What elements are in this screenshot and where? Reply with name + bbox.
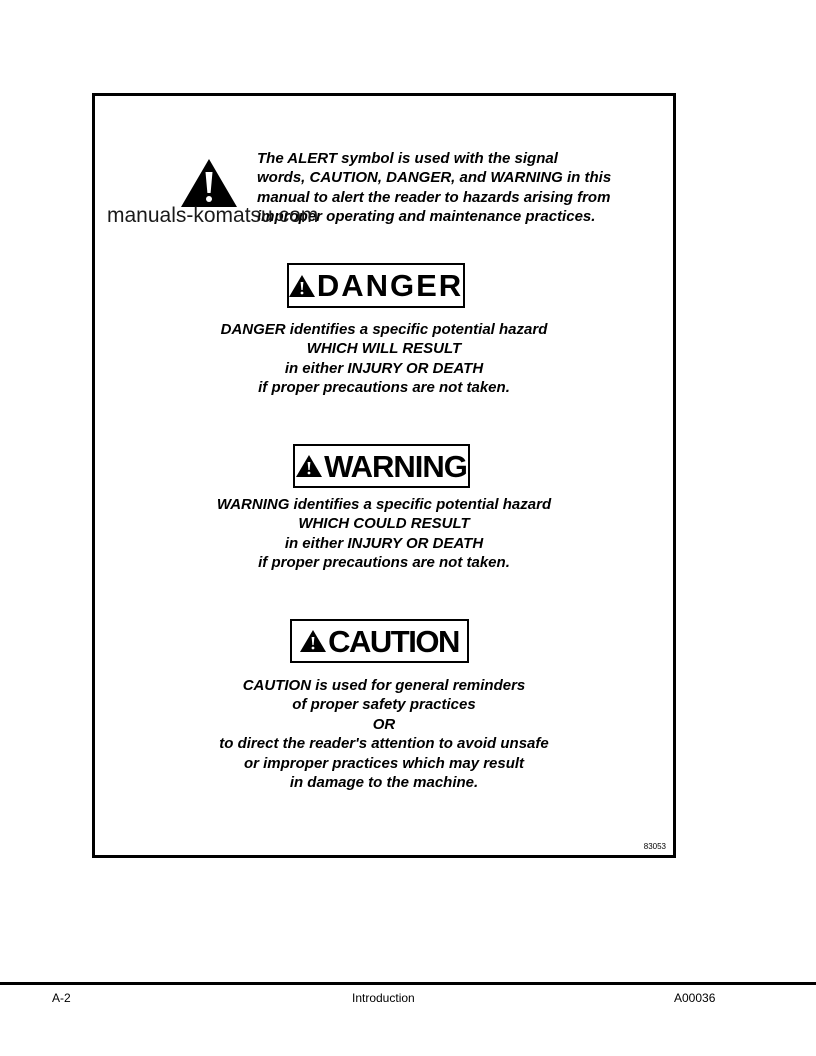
watermark: manuals-komatsu.com — [107, 204, 319, 227]
caution-line: CAUTION is used for general reminders — [242, 677, 526, 694]
warning-signal-word: WARNING — [324, 448, 467, 484]
caution-line: or improper practices which may result — [243, 754, 525, 772]
danger-line: WHICH WILL RESULT — [306, 340, 462, 358]
caution-description — [95, 676, 673, 792]
warning-label-box — [293, 444, 470, 488]
warning-line: WARNING identifies a specific potential hazard — [216, 496, 552, 513]
figure-id: 83053 — [643, 842, 666, 851]
danger-line: if proper precautions are not taken. — [258, 379, 510, 397]
caution-line: of proper safety practices — [292, 696, 476, 714]
caution-line: to direct the reader's attention to avoid unsafe — [219, 735, 549, 753]
footer-divider — [0, 982, 816, 985]
footer-page-number: A-2 — [52, 991, 71, 1005]
footer-section-title: Introduction — [352, 991, 415, 1005]
alert-triangle-icon — [296, 455, 322, 477]
alert-line: words, CAUTION, DANGER, and WARNING in this — [257, 169, 612, 187]
danger-signal-word: DANGER — [316, 268, 464, 303]
alert-triangle-icon — [181, 159, 237, 207]
warning-line: if proper precautions are not taken. — [258, 554, 510, 572]
alert-triangle-icon — [289, 275, 315, 297]
footer-doc-code: A00036 — [674, 991, 716, 1005]
warning-description — [95, 495, 673, 573]
caution-line: in damage to the machine. — [289, 773, 479, 791]
caution-line: OR — [372, 715, 396, 733]
danger-description — [95, 320, 673, 398]
danger-label-box — [287, 263, 465, 308]
caution-label-box — [290, 619, 469, 663]
alert-line: improper operating and maintenance practices. — [257, 207, 596, 225]
warning-line: WHICH COULD RESULT — [298, 515, 470, 533]
warning-line: in either INJURY OR DEATH — [284, 534, 484, 552]
alert-triangle-icon — [300, 630, 326, 652]
alert-line: manual to alert the reader to hazards arising from — [257, 188, 611, 206]
danger-line: DANGER identifies a specific potential hazard — [220, 321, 548, 338]
alert-line: The ALERT symbol is used with the signal — [257, 150, 558, 167]
caution-signal-word: CAUTION — [328, 623, 459, 659]
danger-line: in either INJURY OR DEATH — [284, 359, 484, 377]
